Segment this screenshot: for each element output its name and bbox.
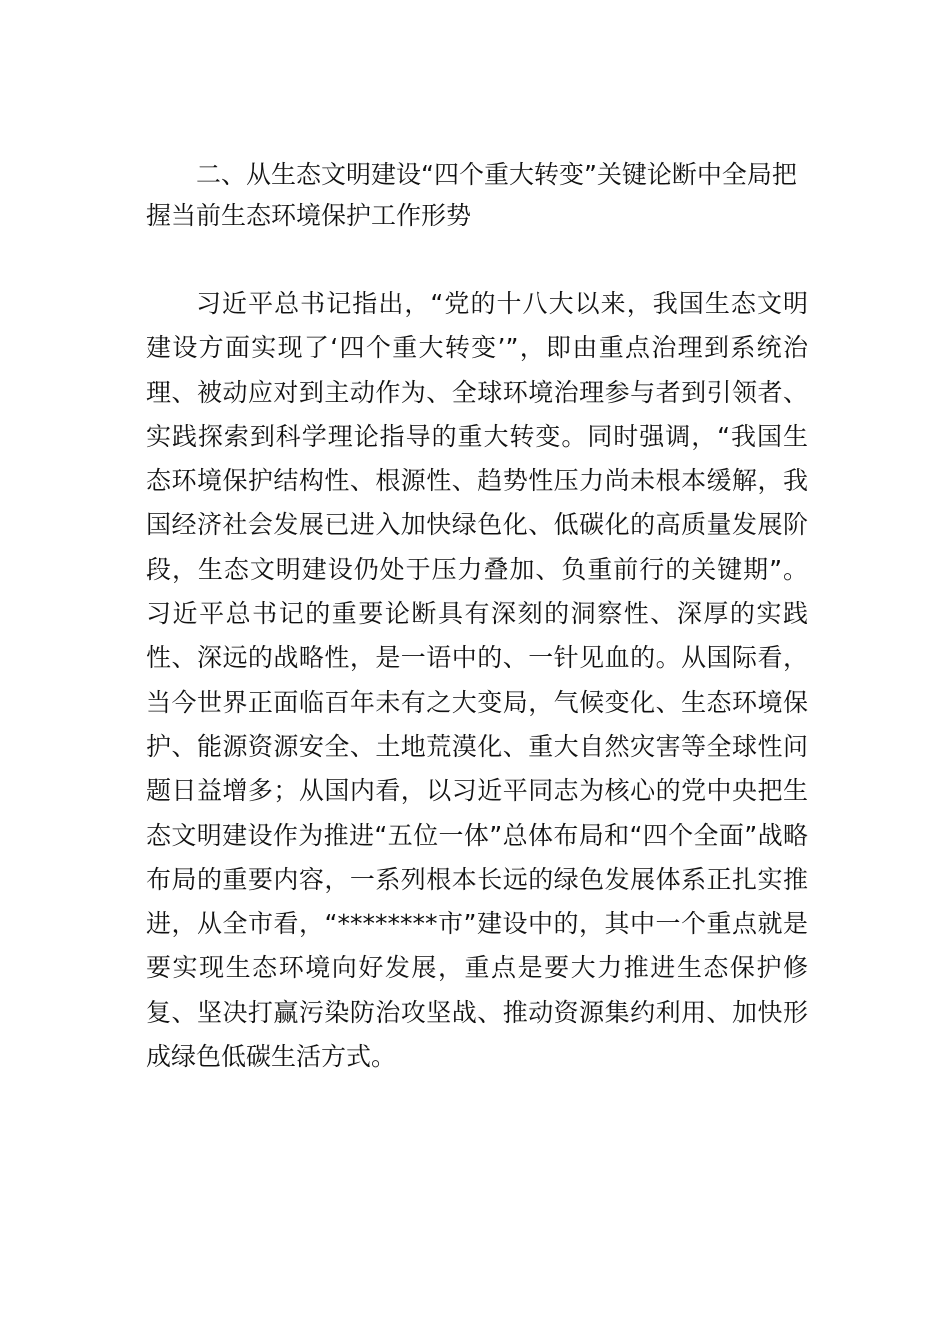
body-paragraph: 习近平总书记指出，“党的十八大以来，我国生态文明建设方面实现了‘四个重大转变’”，即由重点治理到系统治理、被动应对到主动作为、全球环境治理参与者到引领者、实践探索到科学理论指导的重大转变。同时强调，“我国生态环境保护结构性、根源性、趋势性压力尚未根本缓解，我国经济社会发展已进入加快绿色化、低碳化的高质量发展阶段，生态文明建设仍处于压力叠加、负重前行的关键期”。习近平总书记的重要论断具有深刻的洞察性、深厚的实践性、深远的战略性，是一语中的、一针见血的。从国际看，当今世界正面临百年未有之大变局，气候变化、生态环境保护、能源资源安全、土地荒漠化、重大自然灾害等全球性问题日益增多；从国内看，以习近平同志为核心的党中央把生态文明建设作为推进“五位一体”总体布局和“四个全面”战略布局的重要内容，一系列根本长远的绿色发展体系正扎实推进，从全市看，“********市”建设中的，其中一个重点就是要实现生态环境向好发展，重点是要大力推进生态保护修复、坚决打赢污染防治攻坚战、推动资源集约利用、加快形成绿色低碳生活方式。 [146,289,808,1072]
section-heading: 二、从生态文明建设“四个重大转变”关键论断中全局把握当前生态环境保护工作形势 [146,160,797,230]
